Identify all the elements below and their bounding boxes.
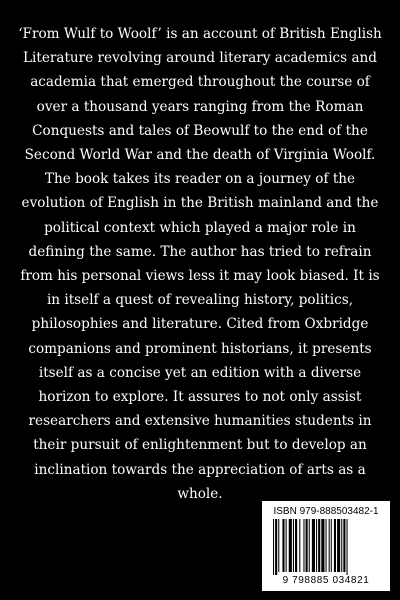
barcode-graphic: [272, 519, 380, 575]
isbn-label: ISBN 979-888503482-1: [273, 506, 379, 517]
barcode-digits: 9 798885 034821: [282, 575, 370, 586]
book-description: ‘From Wulf to Woolf’ is an account of British English Literature revolving around literary academics and academia that emerged throughout the course of over a thousand years ranging from the Roman Conquests and tales of Beowulf to the end of the Second World War and the death of Virginia Woolf. The book takes its reader on a journey of the evolution of English in the British mainland and the political context which played a major role in defining the same. The author has tried to refrain from his personal views less it may look biased. It is in itself a quest of revealing history, politics, philosophies and literature. Cited from Oxbridge companions and prominent historians, it presents itself as a concise yet an edition with a diverse horizon to explore. It assures to not only assist researchers and extensive humanities students in their pursuit of enlightenment but to develop an inclination towards the appreciation of arts as a whole.: [18, 26, 382, 502]
isbn-barcode-box: [262, 501, 390, 591]
